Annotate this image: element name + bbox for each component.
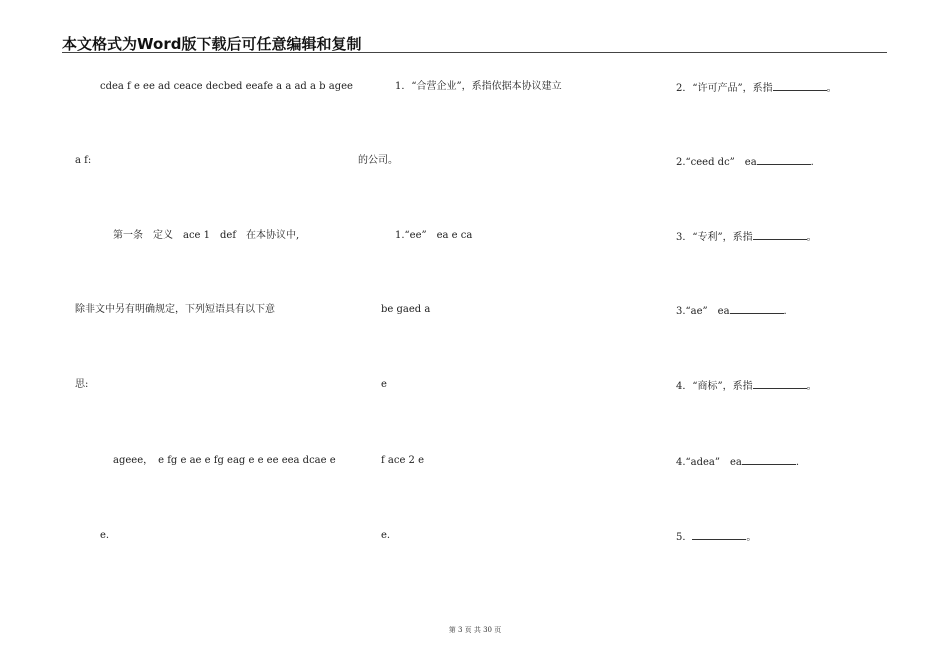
left-line-5: 思:: [75, 379, 89, 390]
left-line-6: ageee， e fg e ae e fg eag e e ee eea dcae e: [113, 455, 336, 466]
right-line-4: [676, 304, 787, 318]
right-line-6: [676, 455, 799, 469]
right-line-suffix: .: [795, 457, 800, 468]
right-line-prefix: 5．: [676, 532, 693, 543]
left-line-1: cdea f e ee ad ceace decbed eeafe a a ad a b agee: [100, 81, 353, 92]
right-line-suffix: 。: [746, 532, 757, 543]
right-line-prefix: 2．“许可产品”，系指: [676, 83, 773, 94]
middle-line-3: 1.“ee” ea e ca: [395, 230, 473, 241]
middle-line-2: 的公司。: [358, 155, 398, 166]
middle-line-1: 1．“合营企业”，系指依据本协议建立: [395, 81, 562, 92]
left-line-3: 第一条 定义 ace 1 def 在本协议中,: [113, 230, 300, 241]
right-line-1: [676, 81, 837, 95]
right-line-5: [676, 379, 817, 393]
right-line-suffix: .: [783, 306, 787, 317]
fill-in-blank: [773, 81, 827, 91]
right-line-prefix: 4.“adea” ea: [676, 457, 742, 468]
middle-line-7: e.: [381, 530, 391, 541]
right-line-prefix: 4．“商标”，系指: [676, 381, 753, 392]
right-line-prefix: 3.“ae” ea: [676, 306, 730, 317]
header-divider: [62, 52, 887, 53]
page-number-footer: 第 3 页 共 30 页: [448, 626, 502, 634]
left-line-4: 除非文中另有明确规定，下列短语具有以下意: [75, 304, 275, 315]
left-line-2: a f:: [75, 155, 92, 166]
right-line-7: [676, 530, 756, 544]
middle-line-6: f ace 2 e: [381, 455, 424, 466]
middle-line-4: be gaed a: [381, 304, 431, 315]
fill-in-blank: [757, 155, 811, 165]
fill-in-blank: [753, 230, 807, 240]
right-line-suffix: .: [810, 157, 814, 168]
right-line-suffix: 。: [806, 381, 817, 392]
middle-line-5: e: [381, 379, 387, 390]
right-line-2: [676, 155, 814, 169]
fill-in-blank: [753, 379, 807, 389]
fill-in-blank: [730, 304, 784, 314]
fill-in-blank: [742, 455, 796, 465]
right-line-suffix: 。: [806, 232, 817, 243]
fill-in-blank: [692, 530, 746, 540]
right-line-prefix: 2.“ceed dc” ea: [676, 157, 757, 168]
right-line-prefix: 3．“专利”，系指: [676, 232, 753, 243]
right-line-suffix: 。: [826, 83, 837, 94]
document-header-title: 本文格式为Word版下载后可任意编辑和复制: [62, 35, 362, 53]
left-line-7: e.: [100, 530, 110, 541]
right-line-3: [676, 230, 817, 244]
